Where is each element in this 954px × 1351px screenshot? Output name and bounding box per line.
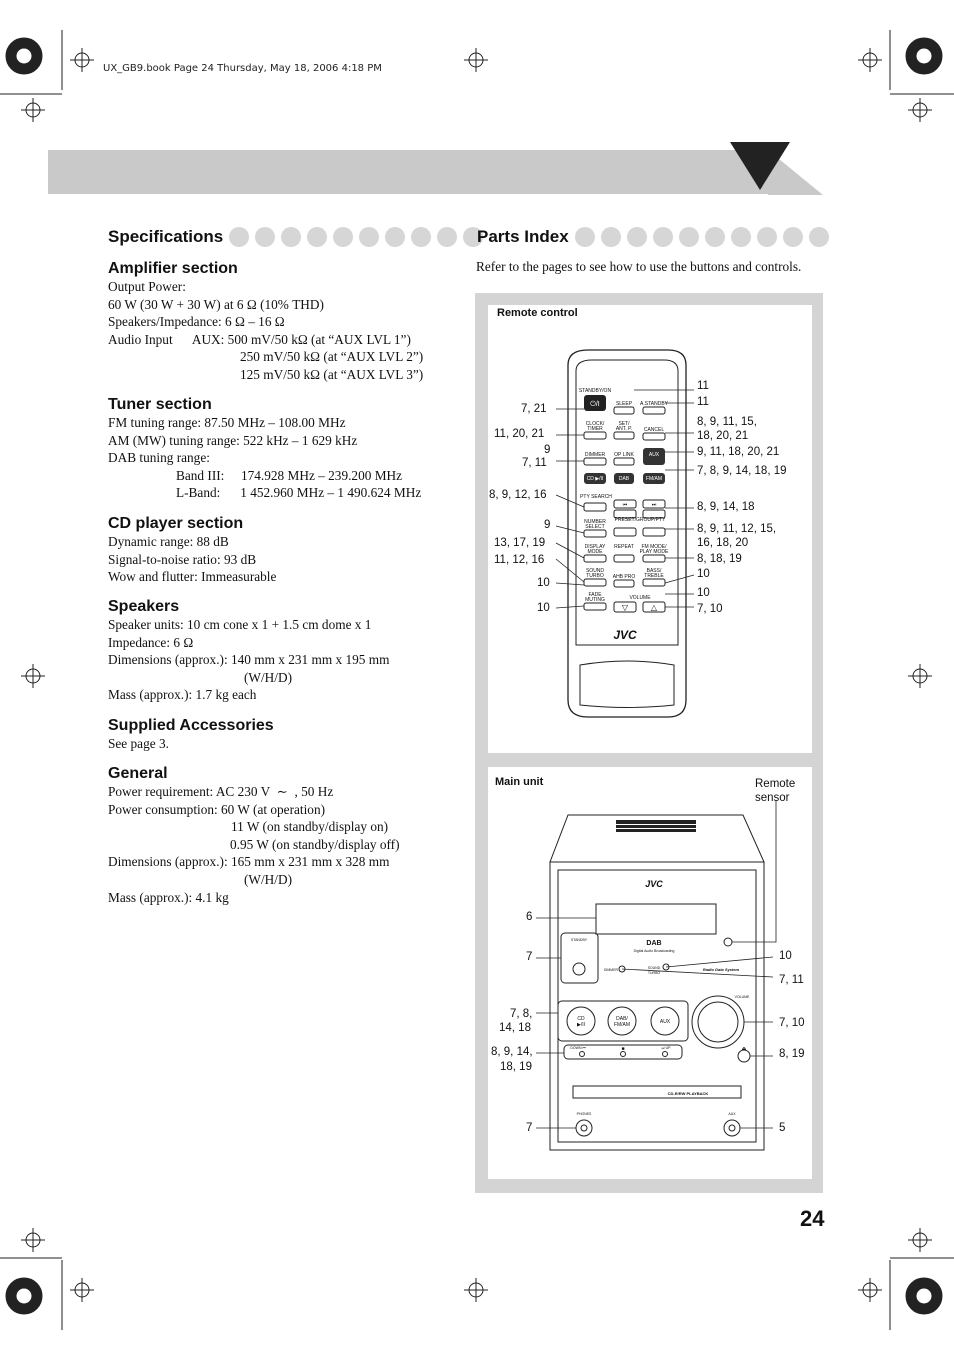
spec-line: Output Power:: [108, 279, 186, 294]
header-band: [48, 150, 768, 194]
specifications-title: [108, 227, 483, 247]
svg-text:BASS/: BASS/: [646, 568, 662, 574]
svg-text:CD ▶/II: CD ▶/II: [586, 476, 604, 482]
remote-ref-label: 9, 11, 18, 20, 21: [697, 446, 780, 458]
svg-text:A.STANDBY: A.STANDBY: [640, 401, 668, 407]
spec-line: Speaker units: 10 cm cone x 1 + 1.5 cm dome x 1: [108, 617, 372, 632]
accessories-heading: Supplied Accessories: [108, 717, 274, 734]
svg-text:TIMER: TIMER: [587, 426, 603, 432]
remote-ref-label: 11: [697, 380, 709, 392]
amplifier-heading: Amplifier section: [108, 260, 238, 277]
svg-text:CANCEL: CANCEL: [643, 427, 665, 433]
file-header: UX_GB9.book Page 24 Thursday, May 18, 2006 4:18 PM: [103, 63, 382, 74]
svg-text:△: △: [650, 603, 658, 612]
spec-line: See page 3.: [108, 736, 169, 751]
main-ref-label: 10: [779, 950, 792, 962]
svg-text:AUX: AUX: [728, 1112, 736, 1116]
svg-text:PRESET/GROUP/PTY: PRESET/GROUP/PTY: [614, 517, 666, 523]
tuner-heading: Tuner section: [108, 396, 212, 413]
svg-text:NUMBER: NUMBER: [584, 519, 606, 525]
page-number: 24: [800, 1206, 825, 1231]
svg-text:FM/AM: FM/AM: [613, 1022, 631, 1028]
svg-text:⏭ UP: ⏭ UP: [661, 1046, 671, 1050]
remote-ref-label: 8, 18, 19: [697, 553, 742, 565]
parts-index-heading: Parts Index: [477, 227, 569, 246]
spec-line: (W/H/D): [244, 871, 292, 887]
spec-line: Band III: 174.928 MHz – 239.200 MHz: [176, 467, 403, 483]
remote-ref-label: 7, 21: [521, 403, 547, 415]
spec-accessories: [108, 717, 453, 753]
remote-ref-label: 16, 18, 20: [697, 537, 749, 549]
svg-text:TURBO: TURBO: [647, 971, 661, 975]
main-ref-label: 8, 9, 14,: [491, 1046, 533, 1058]
general-heading: General: [108, 765, 168, 782]
spec-line: Dimensions (approx.): 165 mm x 231 mm x 328 mm: [108, 854, 390, 870]
svg-text:MUTING: MUTING: [585, 597, 605, 603]
svg-text:OP LINK: OP LINK: [614, 452, 634, 458]
remote-ref-label: 13, 17, 19: [494, 537, 546, 549]
svg-text:⏏: ⏏: [741, 1046, 747, 1052]
svg-text:JVC: JVC: [613, 628, 637, 642]
svg-text:DOWN ⏮: DOWN ⏮: [570, 1046, 586, 1050]
main-ref-label: 7: [526, 951, 533, 963]
svg-text:ANT. P.: ANT. P.: [615, 426, 633, 432]
remote-ref-label: 9: [544, 444, 551, 456]
svg-text:VOLUME: VOLUME: [734, 995, 750, 999]
spec-line: 11 W (on standby/display on): [231, 819, 389, 835]
remote-ref-label: 10: [697, 568, 710, 580]
spec-line: FM tuning range: 87.50 MHz – 108.00 MHz: [108, 415, 346, 430]
svg-text:AUX: AUX: [648, 452, 660, 458]
svg-text:STANDBY/ON: STANDBY/ON: [578, 388, 612, 394]
svg-text:FADE: FADE: [588, 592, 602, 598]
spec-amplifier: [108, 260, 453, 384]
specifications-heading: Specifications: [108, 227, 224, 246]
remote-sensor-label: Remote: [755, 778, 796, 790]
main-unit-diagram: [488, 767, 812, 1179]
main-ref-label: 14, 18: [499, 1022, 531, 1034]
svg-text:CD-R/RW PLAYBACK: CD-R/RW PLAYBACK: [667, 1091, 709, 1096]
svg-text:FM MODE/: FM MODE/: [641, 544, 667, 550]
svg-text:⏭: ⏭: [651, 502, 657, 508]
spec-line: Impedance: 6 Ω: [108, 634, 194, 650]
spec-general: [108, 765, 453, 906]
spec-line: (W/H/D): [244, 669, 292, 685]
remote-ref-label: 8, 9, 11, 12, 15,: [697, 523, 777, 535]
svg-text:DIMMER: DIMMER: [603, 968, 619, 972]
spec-line: Dynamic range: 88 dB: [108, 534, 229, 549]
svg-text:PLAY MODE: PLAY MODE: [639, 549, 669, 555]
svg-text:SLEEP: SLEEP: [615, 401, 633, 407]
parts-index-title: [477, 227, 829, 247]
svg-text:VOLUME: VOLUME: [629, 595, 651, 601]
parts-intro: Refer to the pages to see how to use the buttons and controls.: [476, 259, 802, 274]
main-ref-label: 7, 8,: [510, 1008, 533, 1020]
svg-text:CLOCK/: CLOCK/: [585, 421, 605, 427]
svg-text:DISPLAY: DISPLAY: [584, 544, 606, 550]
spec-cd: [108, 515, 453, 586]
title-dots: [575, 227, 829, 247]
spec-line: Audio Input AUX: 500 mV/50 kΩ (at “AUX LVL 1”): [108, 331, 411, 347]
svg-text:DAB: DAB: [618, 476, 630, 482]
spec-line: 125 mV/50 kΩ (at “AUX LVL 3”): [240, 366, 424, 382]
main-ref-label: 7, 11: [779, 974, 804, 986]
spec-line: 0.95 W (on standby/display off): [230, 836, 400, 852]
remote-ref-label: 10: [537, 577, 550, 589]
remote-ref-label: 9: [544, 519, 551, 531]
spec-line: 60 W (30 W + 30 W) at 6 Ω (10% THD): [108, 296, 324, 312]
spec-line: Mass (approx.): 4.1 kg: [108, 889, 229, 905]
svg-text:MODE: MODE: [587, 549, 603, 555]
svg-text:TURBO: TURBO: [586, 573, 604, 579]
speakers-heading: Speakers: [108, 598, 180, 615]
remote-ref-label: 11, 20, 21: [494, 428, 545, 440]
svg-text:Digital Audio Broadcasting: Digital Audio Broadcasting: [633, 949, 675, 953]
svg-text:⏻/I: ⏻/I: [590, 401, 600, 408]
remote-caption: Remote control: [497, 307, 578, 319]
remote-ref-label: 8, 9, 14, 18: [697, 501, 755, 513]
title-dots: [229, 227, 483, 247]
svg-text:FM/AM: FM/AM: [645, 476, 663, 482]
remote-ref-label: 7, 11: [522, 457, 547, 469]
svg-text:Radio Data System: Radio Data System: [702, 967, 740, 972]
main-ref-label: 8, 19: [779, 1048, 805, 1060]
svg-text:DAB/: DAB/: [616, 1016, 628, 1022]
spec-line: DAB tuning range:: [108, 450, 210, 466]
svg-text:CD: CD: [577, 1016, 585, 1022]
remote-sensor-label: sensor: [755, 792, 790, 804]
svg-text:DIMMER: DIMMER: [584, 452, 606, 458]
spec-speakers: [108, 598, 453, 704]
spec-line: Wow and flutter: Immeasurable: [108, 569, 277, 585]
remote-ref-label: 10: [537, 602, 550, 614]
main-unit-caption: Main unit: [495, 776, 544, 788]
header-triangle: [730, 142, 825, 196]
spec-line: Mass (approx.): 1.7 kg each: [108, 687, 257, 703]
remote-ref-label: 11, 12, 16: [494, 554, 545, 566]
cd-heading: CD player section: [108, 515, 244, 532]
svg-text:SELECT: SELECT: [585, 524, 605, 530]
spec-line: AM (MW) tuning range: 522 kHz – 1 629 kHz: [108, 432, 358, 448]
svg-text:SOUND: SOUND: [647, 966, 661, 970]
spec-line: Speakers/Impedance: 6 Ω – 16 Ω: [108, 314, 285, 330]
remote-ref-label: 10: [697, 587, 710, 599]
svg-text:PTY SEARCH: PTY SEARCH: [580, 494, 612, 500]
svg-text:TREBLE: TREBLE: [644, 573, 664, 579]
main-ref-label: 5: [779, 1122, 786, 1134]
spec-tuner: [108, 396, 453, 502]
svg-text:DAB: DAB: [646, 940, 662, 947]
svg-text:⏮: ⏮: [622, 502, 628, 508]
main-ref-label: 6: [526, 911, 533, 923]
svg-text:REPEAT: REPEAT: [614, 544, 634, 550]
remote-ref-label: 7, 10: [697, 603, 723, 615]
svg-text:▽: ▽: [621, 603, 629, 612]
spec-line: 250 mV/50 kΩ (at “AUX LVL 2”): [240, 349, 424, 365]
svg-text:▶/II: ▶/II: [576, 1022, 586, 1028]
remote-ref-label: 8, 9, 11, 15,: [697, 416, 757, 428]
svg-text:SOUND: SOUND: [585, 568, 605, 574]
spec-line: Dimensions (approx.): 140 mm x 231 mm x 195 mm: [108, 652, 390, 668]
remote-ref-label: 11: [697, 396, 709, 408]
svg-text:AUX: AUX: [659, 1019, 671, 1025]
spec-line: Power requirement: AC 230 V ∼ , 50 Hz: [108, 784, 334, 799]
remote-ref-label: 8, 9, 12, 16: [489, 489, 547, 501]
svg-text:AHB PRO: AHB PRO: [612, 574, 636, 580]
main-ref-label: 7: [526, 1122, 533, 1134]
main-ref-label: 7, 10: [779, 1017, 805, 1029]
remote-ref-label: 7, 8, 9, 14, 18, 19: [697, 465, 787, 477]
svg-text:■: ■: [621, 1046, 625, 1052]
remote-ref-label: 18, 20, 21: [697, 430, 749, 442]
spec-line: Power consumption: 60 W (at operation): [108, 801, 326, 817]
svg-text:SET/: SET/: [618, 421, 630, 427]
svg-text:STANDBY: STANDBY: [570, 938, 588, 942]
main-ref-label: 18, 19: [500, 1061, 532, 1073]
spec-line: Signal-to-noise ratio: 93 dB: [108, 551, 257, 567]
spec-line: L-Band: 1 452.960 MHz – 1 490.624 MHz: [176, 485, 422, 501]
svg-text:PHONES: PHONES: [576, 1112, 592, 1116]
svg-text:JVC: JVC: [645, 879, 663, 889]
